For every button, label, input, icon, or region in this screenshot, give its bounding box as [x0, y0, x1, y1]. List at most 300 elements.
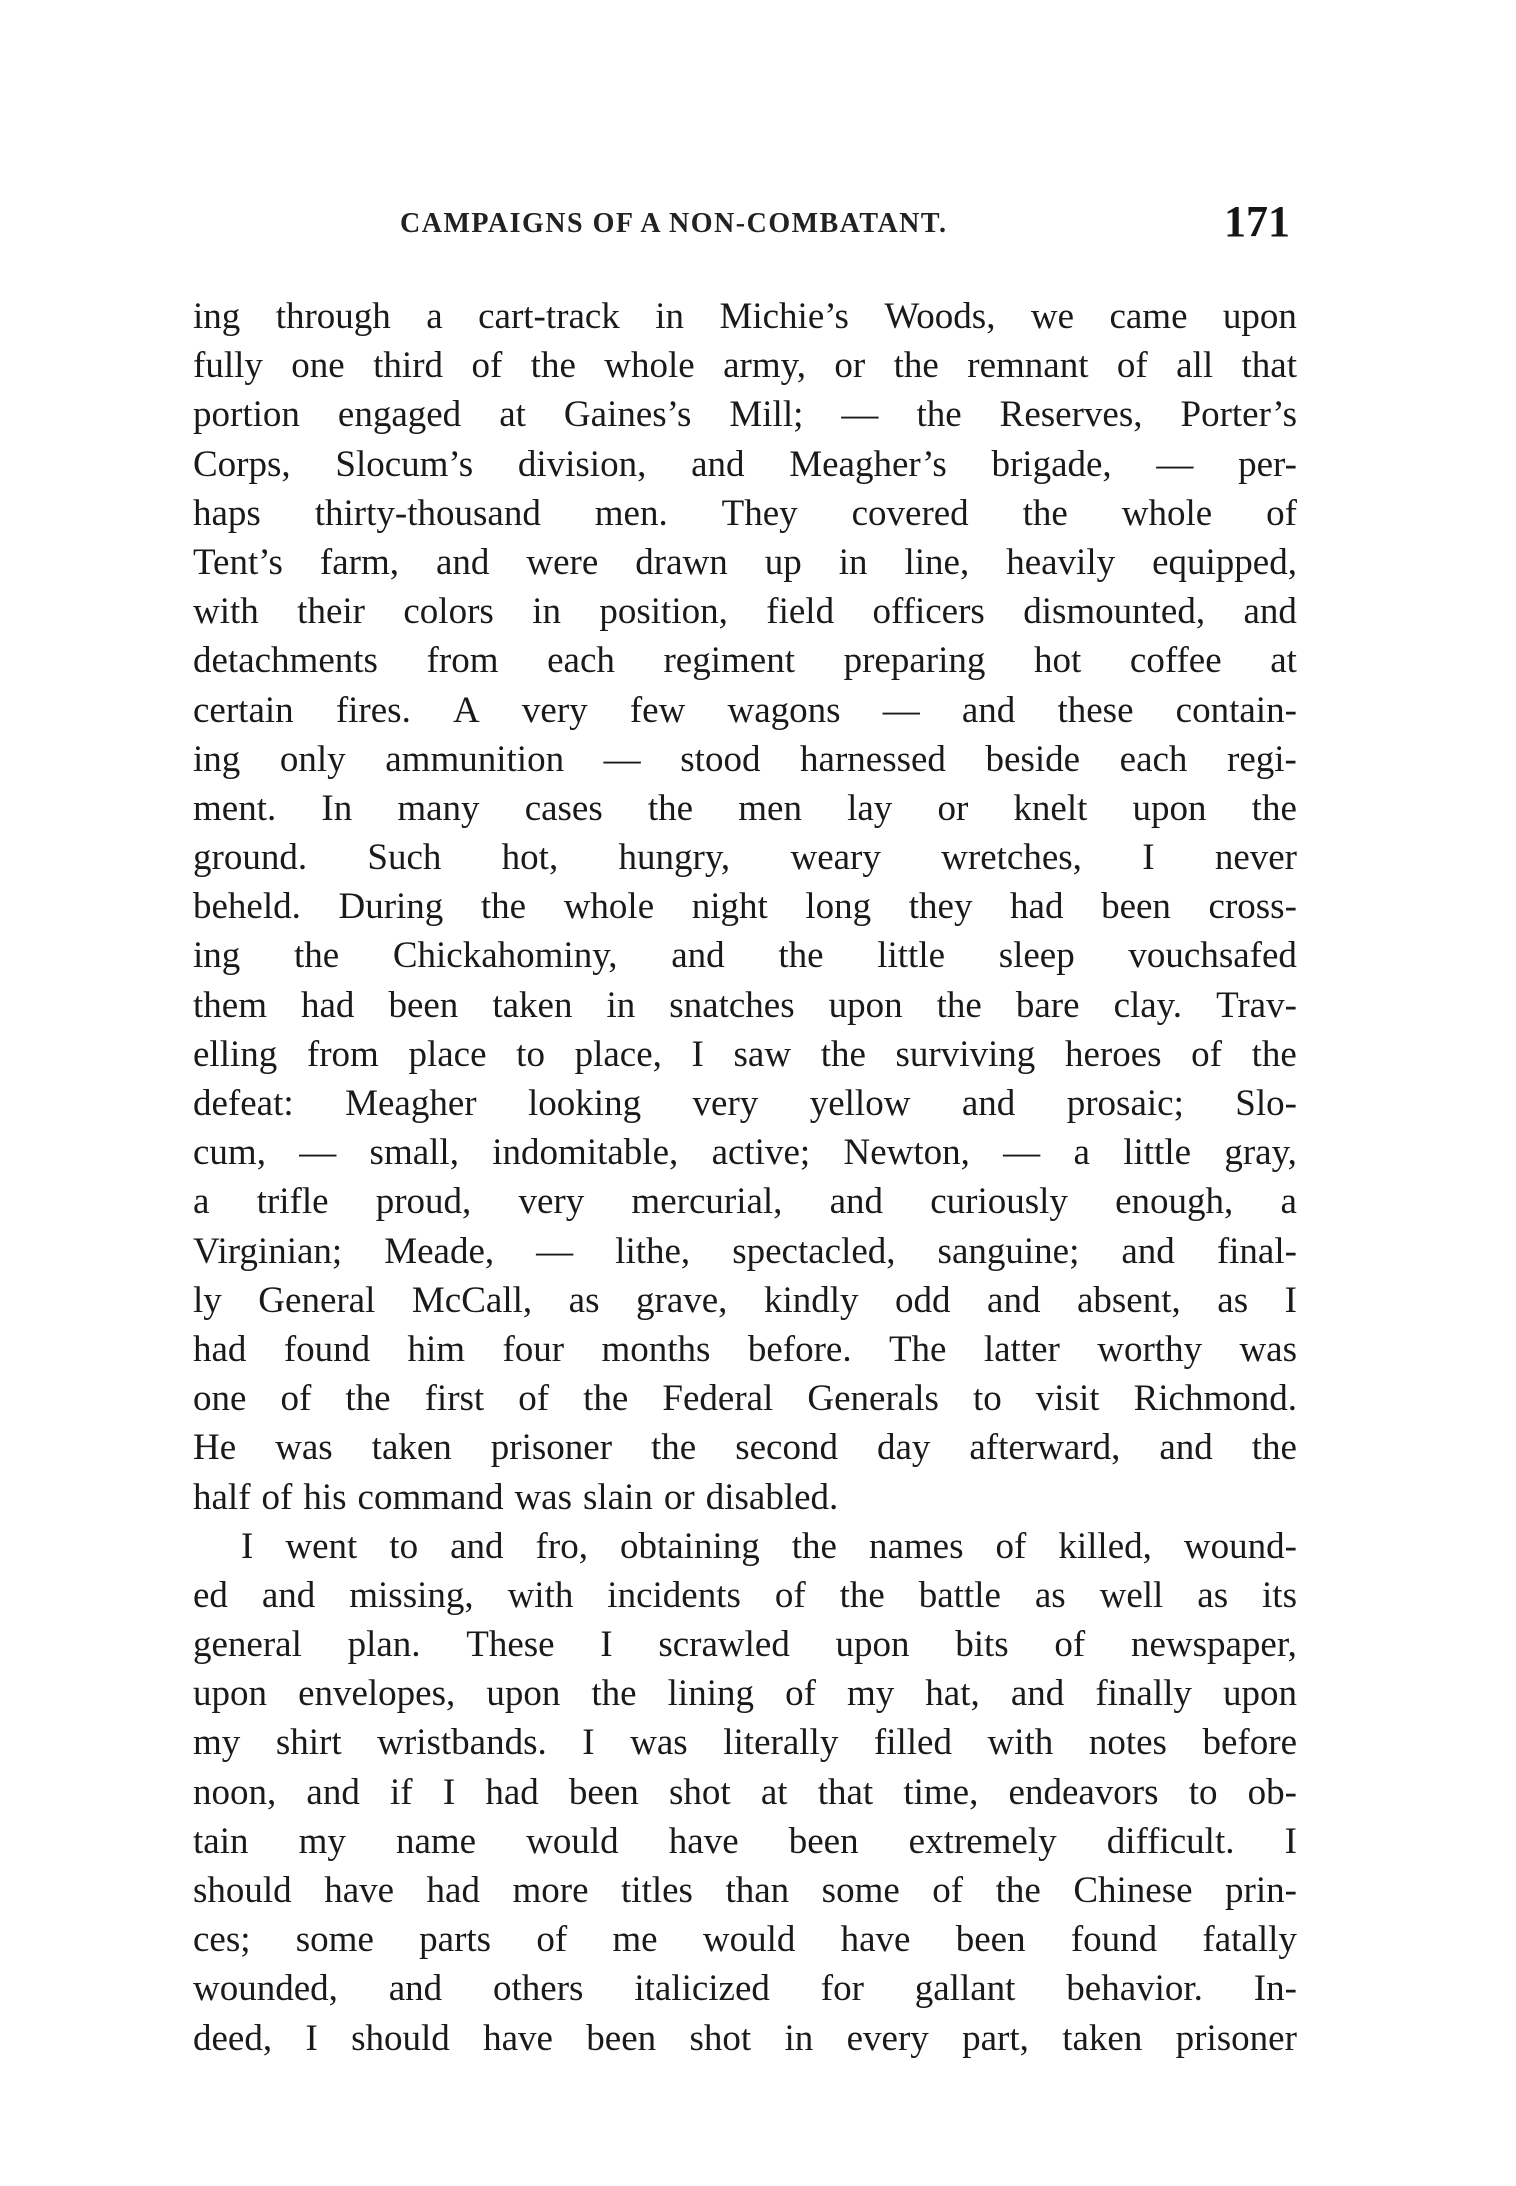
text-line [193, 538, 1297, 587]
word: McCall, [411, 1279, 533, 1321]
word: saw [733, 1033, 792, 1075]
word: the [893, 345, 939, 387]
word: During [338, 886, 444, 928]
text-line [193, 1030, 1297, 1079]
word: certain [193, 689, 294, 731]
word: line, [904, 541, 970, 583]
word: spectacled, [732, 1230, 896, 1272]
word: cart-track [478, 296, 620, 337]
word: the [1251, 1033, 1297, 1075]
word: cross- [1208, 886, 1297, 928]
word: the [995, 1870, 1041, 1911]
text-line [193, 1571, 1297, 1620]
word: stood [680, 738, 761, 780]
text-line [193, 1669, 1297, 1718]
word: or [937, 787, 969, 829]
word: had [485, 1771, 539, 1813]
word: Corps, [193, 443, 291, 485]
word: Newton, [843, 1132, 970, 1174]
text-line [193, 636, 1297, 685]
word: and [987, 1279, 1041, 1321]
word: army, [723, 345, 806, 387]
word: small, [369, 1132, 459, 1174]
word: — [536, 1230, 574, 1272]
word: or [663, 1476, 695, 1518]
word: fro, [535, 1525, 588, 1567]
word: of [280, 1378, 312, 1420]
word: Meagher’s [789, 443, 947, 485]
word: of [1054, 1624, 1086, 1666]
word: and [261, 1574, 316, 1616]
word: Reserves, [999, 394, 1143, 436]
word: these [1057, 689, 1134, 731]
word: taken [1062, 2017, 1143, 2059]
word: plan. [347, 1624, 421, 1666]
word: worthy [1097, 1328, 1203, 1370]
word: whole [1121, 492, 1213, 534]
word: Such [367, 837, 442, 879]
text-line [193, 1522, 1297, 1571]
word: haps [193, 492, 261, 534]
word: lining [667, 1673, 754, 1715]
word: I [1284, 1279, 1297, 1321]
text-line [193, 686, 1297, 735]
word: the [345, 1378, 391, 1420]
word: men [738, 787, 802, 829]
text-line [193, 1718, 1297, 1767]
word: and [450, 1525, 504, 1567]
word: kindly [763, 1279, 859, 1321]
word: defeat: [193, 1083, 294, 1124]
word: a [1280, 1181, 1297, 1223]
word: hungry, [618, 837, 731, 879]
word: endeavors [1008, 1771, 1159, 1813]
text-line [193, 931, 1297, 980]
word: second [735, 1427, 838, 1469]
word: of [785, 1673, 816, 1715]
word: obtaining [619, 1525, 760, 1567]
word: upon [1222, 1673, 1297, 1715]
word: have [840, 1919, 911, 1961]
word: literally [723, 1722, 839, 1764]
word: many [397, 787, 480, 829]
word: yellow [809, 1083, 911, 1124]
word: with [193, 591, 259, 633]
word: the [839, 1574, 885, 1616]
word: and [1243, 591, 1297, 633]
word: with [507, 1574, 574, 1616]
word: difficult. [1106, 1820, 1235, 1862]
word: whole [563, 886, 655, 928]
word: as [1197, 1574, 1229, 1616]
text-line [193, 735, 1297, 784]
running-head [190, 196, 1300, 256]
word: I [305, 2017, 318, 2059]
word: Chinese [1073, 1870, 1193, 1911]
word: enough, [1115, 1181, 1234, 1223]
word: some [295, 1919, 374, 1961]
word: fully [193, 345, 263, 387]
word: the [820, 1033, 866, 1075]
word: Virginian; [193, 1230, 343, 1272]
word: name [395, 1820, 477, 1862]
body-text [193, 292, 1297, 2063]
word: its [1262, 1574, 1297, 1616]
word: day [876, 1427, 931, 1469]
word: hot, [501, 837, 559, 879]
word: mercurial, [631, 1181, 783, 1223]
word: and [829, 1181, 884, 1223]
word: as [568, 1279, 600, 1321]
text-line [193, 489, 1297, 538]
word: the [916, 394, 962, 436]
word: finally [1095, 1673, 1192, 1715]
text-line [193, 341, 1297, 390]
word: colors [403, 591, 494, 633]
word: — [603, 738, 641, 780]
word: equipped, [1152, 541, 1297, 583]
word: Generals [807, 1378, 939, 1420]
word: wretches, [941, 837, 1082, 879]
word: shot [668, 1771, 731, 1813]
word: some [821, 1870, 900, 1911]
word: of [1191, 1033, 1222, 1075]
word: Richmond. [1133, 1378, 1297, 1420]
word: third [373, 345, 444, 387]
word: I [600, 1624, 613, 1666]
word: I [1142, 837, 1155, 879]
word: wound- [1183, 1525, 1297, 1567]
text-line [193, 1915, 1297, 1964]
text-line [193, 882, 1297, 931]
word: disabled. [705, 1476, 839, 1518]
word: well [1099, 1574, 1164, 1616]
word: curiously [930, 1181, 1068, 1223]
word: with [987, 1722, 1054, 1764]
word: taken [492, 984, 573, 1026]
word: deed, [193, 2017, 273, 2059]
word: each [1119, 738, 1188, 780]
word: — [299, 1132, 337, 1174]
word: the [293, 935, 340, 977]
word: grave, [636, 1279, 728, 1321]
word: and [306, 1771, 360, 1813]
word: a [193, 1181, 210, 1223]
word: gallant [914, 1968, 1016, 2010]
text-line [193, 1227, 1297, 1276]
word: battle [918, 1574, 1001, 1616]
text-line [193, 1079, 1297, 1128]
word: the [778, 935, 824, 977]
word: beside [985, 738, 1081, 780]
word: if [390, 1771, 413, 1813]
word: Porter’s [1180, 394, 1297, 436]
word: visit [1035, 1378, 1100, 1420]
word: a [426, 296, 443, 337]
word: scrawled [658, 1624, 790, 1666]
word: ground. [193, 837, 308, 879]
word: looking [528, 1083, 642, 1124]
word: italicized [634, 1968, 770, 2010]
word: command [357, 1476, 504, 1518]
word: clay. [1113, 984, 1183, 1026]
text-line [193, 390, 1297, 439]
text-line [193, 1768, 1297, 1817]
word: division, [517, 443, 647, 485]
word: the [936, 984, 982, 1026]
word: names [868, 1525, 964, 1567]
word: beheld. [193, 886, 301, 928]
word: upon [1222, 296, 1297, 337]
text-line [193, 2014, 1297, 2063]
word: I [691, 1033, 704, 1075]
word: had [1010, 886, 1064, 928]
word: bits [955, 1624, 1009, 1666]
text-line [193, 1276, 1297, 1325]
word: cum, [193, 1132, 266, 1174]
word: In- [1253, 1968, 1297, 2010]
text-line [193, 440, 1297, 489]
word: they [908, 886, 973, 928]
text-line [193, 981, 1297, 1030]
word: odd [895, 1279, 951, 1321]
word: few [629, 689, 686, 731]
word: the [791, 1525, 837, 1567]
word: very [521, 689, 588, 731]
word: very [518, 1181, 585, 1223]
word: one [193, 1378, 247, 1420]
word: was [1239, 1328, 1297, 1370]
word: very [692, 1083, 759, 1124]
word: snatches [669, 984, 795, 1026]
word: Federal [662, 1378, 774, 1420]
word: the [1251, 1427, 1297, 1469]
text-line [193, 784, 1297, 833]
word: knelt [1013, 787, 1088, 829]
word: shirt [275, 1722, 342, 1764]
word: slain [583, 1476, 653, 1518]
word: incidents [607, 1574, 741, 1616]
word: the [1022, 492, 1068, 534]
text-line [193, 1866, 1297, 1915]
word: Slocum’s [335, 443, 474, 485]
word: been [955, 1919, 1026, 1961]
word: cases [524, 787, 603, 829]
word: the [480, 886, 527, 928]
word: per- [1238, 443, 1297, 485]
word: ment. [193, 787, 277, 829]
word: had [426, 1870, 480, 1911]
word: notes [1088, 1722, 1167, 1764]
word: in [532, 591, 561, 633]
word: men. [594, 492, 668, 534]
word: for [820, 1968, 864, 2010]
word: covered [851, 492, 969, 534]
word: up [764, 541, 802, 583]
word: extremely [908, 1820, 1057, 1862]
word: proud, [375, 1181, 472, 1223]
word: farm, [319, 541, 399, 583]
word: — [882, 689, 920, 731]
word: remnant [967, 345, 1089, 387]
word: was [275, 1427, 333, 1469]
text-line [193, 1473, 1297, 1522]
word: and [691, 443, 745, 485]
word: upon [193, 1673, 267, 1715]
word: ob- [1247, 1771, 1297, 1813]
text-line [193, 1325, 1297, 1374]
word: one [291, 345, 345, 387]
word: a [1073, 1132, 1090, 1174]
word: the [591, 1673, 637, 1715]
word: found [283, 1328, 371, 1370]
page-number: 171 [1224, 197, 1290, 246]
word: the [647, 787, 694, 829]
word: as [1217, 1279, 1249, 1321]
word: as [1034, 1574, 1066, 1616]
word: my [846, 1673, 895, 1715]
word: Meade, [384, 1230, 495, 1272]
word: little [1123, 1132, 1192, 1174]
word: before. [747, 1328, 852, 1370]
word: — [1003, 1132, 1041, 1174]
word: went [285, 1525, 358, 1567]
word: all [1176, 345, 1214, 387]
word: — [841, 394, 879, 436]
word: were [526, 541, 599, 583]
word: A [453, 689, 480, 731]
word: would [526, 1820, 619, 1862]
text-line [193, 1817, 1297, 1866]
word: ammunition [385, 738, 565, 780]
word: been [586, 2017, 657, 2059]
word: me [612, 1919, 658, 1961]
word: to [972, 1378, 1002, 1420]
word: ces; [193, 1919, 251, 1961]
word: I [442, 1771, 456, 1813]
word: absent, [1076, 1279, 1181, 1321]
word: and [1121, 1230, 1175, 1272]
word: prisoner [1175, 2017, 1297, 2059]
word: indomitable, [492, 1132, 679, 1174]
word: to [516, 1033, 545, 1075]
text-line [193, 1423, 1297, 1472]
word: was [630, 1722, 688, 1764]
word: them [193, 984, 267, 1026]
word: thirty-thousand [314, 492, 541, 534]
word: In [321, 787, 353, 829]
word: place, [574, 1033, 662, 1075]
word: prisoner [490, 1427, 613, 1469]
word: I [241, 1525, 254, 1567]
word: wristbands. [377, 1722, 547, 1764]
word: and [1010, 1673, 1065, 1715]
word: have [668, 1820, 739, 1862]
word: before [1202, 1722, 1297, 1764]
word: than [725, 1870, 790, 1911]
word: in [838, 541, 868, 583]
word: would [702, 1919, 796, 1961]
word: preparing [843, 640, 986, 682]
word: was [514, 1476, 572, 1518]
word: engaged [337, 394, 462, 436]
word: ing [193, 935, 241, 977]
word: newspaper, [1130, 1624, 1297, 1666]
word: and [435, 541, 490, 583]
word: time, [903, 1771, 979, 1813]
word: of [261, 1476, 293, 1518]
word: position, [599, 591, 728, 633]
word: been [388, 984, 459, 1026]
word: his [303, 1476, 347, 1518]
word: should [193, 1870, 292, 1911]
word: to [1188, 1771, 1218, 1813]
word: noon, [193, 1771, 277, 1813]
word: surviving [895, 1033, 1036, 1075]
word: weary [790, 837, 881, 879]
text-line [193, 1128, 1297, 1177]
word: bare [1015, 984, 1080, 1026]
word: have [483, 2017, 553, 2059]
word: to [389, 1525, 419, 1567]
word: vouchsafed [1128, 935, 1297, 977]
word: Mill; [729, 394, 804, 436]
word: night [691, 886, 768, 928]
word: regiment [663, 640, 795, 682]
word: lithe, [615, 1230, 691, 1272]
word: at [499, 394, 526, 436]
word: shot [689, 2017, 752, 2059]
word: brigade, [991, 443, 1112, 485]
word: only [279, 738, 346, 780]
word: harnessed [800, 738, 946, 780]
text-line [193, 1374, 1297, 1423]
word: portion [193, 394, 300, 436]
word: upon [828, 984, 903, 1026]
word: Gaines’s [563, 394, 692, 436]
word: first [424, 1378, 485, 1420]
word: general [193, 1624, 302, 1666]
word: four [502, 1328, 565, 1370]
word: dismounted, [1023, 591, 1206, 633]
word: and [961, 1083, 1016, 1124]
word: my [298, 1820, 346, 1862]
text-line [193, 1177, 1297, 1226]
text-line [193, 292, 1297, 341]
word: months [601, 1328, 711, 1370]
word: ed [193, 1574, 228, 1616]
word: that [817, 1771, 874, 1813]
word: lay [847, 787, 893, 829]
word: more [512, 1870, 589, 1911]
word: and [961, 689, 1016, 731]
word: of [774, 1574, 806, 1616]
word: that [1241, 345, 1297, 387]
word: coffee [1129, 640, 1222, 682]
word: ing [193, 738, 241, 780]
word: trifle [256, 1181, 329, 1223]
word: fires. [335, 689, 411, 731]
word: They [721, 492, 798, 534]
word: These [466, 1624, 555, 1666]
word: upon [835, 1624, 910, 1666]
word: — [1156, 443, 1194, 485]
word: of [1116, 345, 1148, 387]
word: or [834, 345, 866, 387]
word: drawn [635, 541, 728, 583]
text-line [193, 833, 1297, 882]
word: my [193, 1722, 241, 1764]
